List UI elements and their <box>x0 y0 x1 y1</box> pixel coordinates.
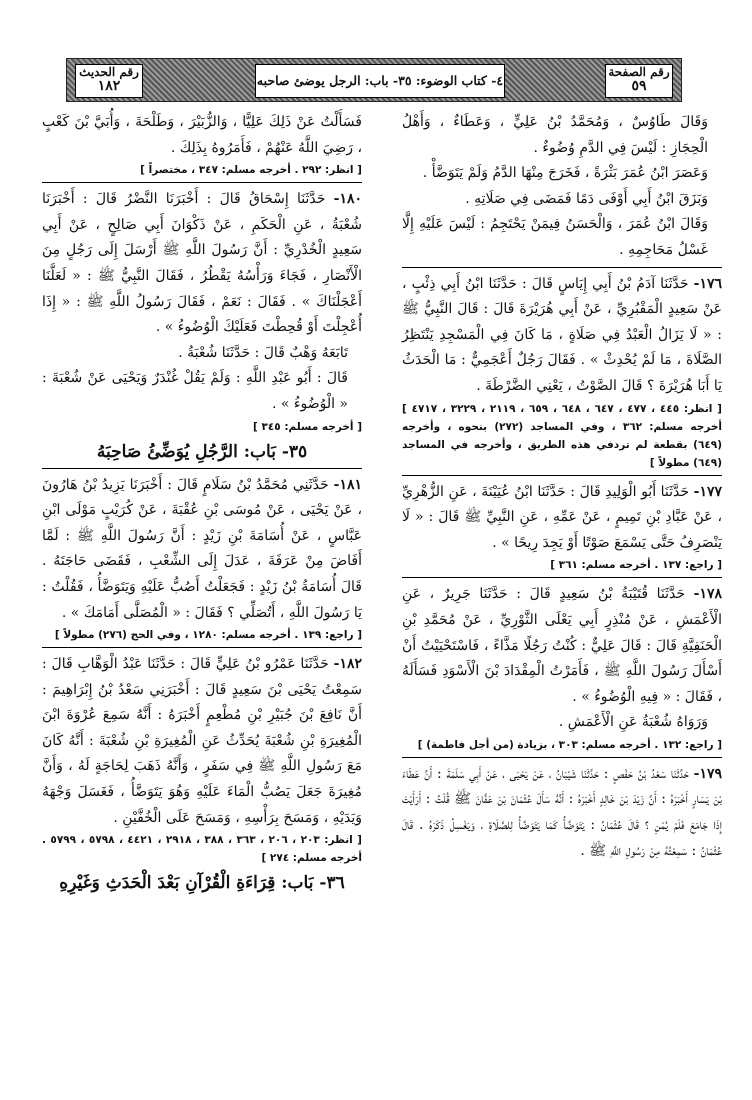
hadith-number-178: ١٧٨- <box>693 586 722 603</box>
hadith-181 <box>42 473 362 627</box>
text-paragraph: فَسَأَلْتُ عَنْ ذَلِكَ عَلِيًّا ، وَالزُّبَيْرَ ، وَطَلْحَةَ ، وَأُبَيَّ بْنَ كَعْبٍ ، رَضِيَ اللَّهُ عَنْهُمْ ، فَأَمَرُوهُ بِذَلِكَ . <box>42 114 362 156</box>
hadith-number-180: ١٨٠- <box>333 191 362 208</box>
text-paragraph: وَعَصَرَ ابْنُ عُمَرَ بَثْرَةً ، فَخَرَجَ مِنْهَا الدَّمُ وَلَمْ يَتَوَضَّأْ . <box>422 165 708 182</box>
hadith-text: حَدَّثَنَا عَمْرُو بْنُ عَلِيٍّ قَالَ : حَدَّثَنَا عَبْدُ الْوَهَّابِ قَالَ : سَمِعْتُ يَحْيَى بْنَ سَعِيدٍ قَالَ : أَخْبَرَنِي سَعْدُ بْنُ إِبْرَاهِيمَ : أَنَّ نَافِعَ بْنَ جُبَيْرِ بْنِ مُطْعِمٍ أَخْبَرَهُ : أَنَّهُ سَمِعَ عُرْوَةَ ابْنَ الْمُغِيرَةِ بْنِ شُعْبَةَ يُحَدِّثُ عَنِ الْمُغِيرَةِ بْنِ شُعْبَةَ : أَنَّهُ كَانَ مَعَ رَسُولِ اللَّهِ ﷺ فِي سَفَرٍ ، وَأَنَّهُ ذَهَبَ لِحَاجَةٍ لَهُ ، وَأَنَّ مُغِيرَةَ جَعَلَ يَصُبُّ الْمَاءَ عَلَيْهِ وَهُوَ يَتَوَضَّأُ ، فَغَسَلَ وَجْهَهُ وَيَدَيْهِ ، وَمَسَحَ بِرَأْسِهِ ، وَمَسَحَ عَلَى الْخُفَّيْنِ . <box>42 656 362 826</box>
reference: [ راجع: ١٣٢ . أخرجه مسلم: ٣٠٣ ، بزيادة (من أجل فاطمة) ] <box>417 738 722 751</box>
hadith-number-box <box>75 64 143 98</box>
divider <box>402 267 722 268</box>
left-column <box>42 110 362 1090</box>
hadith-176 <box>402 272 722 400</box>
page-number-box <box>605 64 673 98</box>
page-header <box>66 58 682 102</box>
chapter-heading-36: ٣٦- بَاب: قِرَاءَةِ الْقُرْآنِ بَعْدَ الْحَدَثِ وَغَيْرِهِ <box>59 873 345 894</box>
hadith-number: ١٨٢ <box>97 78 121 94</box>
hadith-180 <box>42 187 362 341</box>
right-column <box>402 110 722 1090</box>
hadith-number-181: ١٨١- <box>333 476 362 493</box>
reference: [ انظر: ٤٤٥ ، ٤٧٧ ، ٦٤٧ ، ٦٤٨ ، ٦٥٩ ، ٢١١٩ ، ٣٢٢٩ ، ٤٧١٧ ] أخرجه مسلم: ٣٦٢ ، وفي المساجد (٢٧٢) بنحوه ، وأخرجه (٦٤٩) بقطعة لم تردفي هذه الطريق ، وأخرجه في المساجد (٦٤٩) مطولاً ] <box>402 402 722 469</box>
hadith-179 <box>402 762 722 864</box>
hadith-text: حَدَّثَنَا أَبُو الْوَلِيدِ قَالَ : حَدَّثَنَا ابْنُ عُيَيْنَةَ ، عَنِ الزُّهْرِيِّ ، عَنْ عَبَّادِ بْنِ تَمِيمٍ ، عَنْ عَمِّهِ ، عَنِ النَّبِيِّ ﷺ قَالَ : « لَا يَنْصَرِفُ حَتَّى يَسْمَعَ صَوْتًا أَوْ يَجِدَ رِيحًا » . <box>402 483 722 551</box>
reference: [ راجع: ١٣٧ . أخرجه مسلم: ٣٦١ ] <box>550 559 722 572</box>
reference: [ أخرجه مسلم: ٣٤٥ ] <box>252 420 362 433</box>
divider <box>402 757 722 758</box>
hadith-text: حَدَّثَنَا سَعْدُ بْنُ حَفْصٍ : حَدَّثَنَا شَيْبَانُ ، عَنْ يَحْيَى ، عَنْ أَبِي سَلَمَةَ : أَنَّ عَطَاءَ بْنَ يَسَارٍ أَخْبَرَهُ : أَنَّ زَيْدَ بْنَ خَالِدٍ أَخْبَرَهُ : أَنَّهُ سَأَلَ عُثْمَانَ بْنَ عَفَّانَ ﷺ قُلْتُ : أَرَأَيْتَ إِذَا جَامَعَ فَلَمْ يُمْنِ ؟ قَالَ عُثْمَانُ : يَتَوَضَّأُ كَمَا يَتَوَضَّأُ لِلصَّلَاةِ ، وَيَغْسِلُ ذَكَرَهُ . قَالَ عُثْمَانُ : سَمِعْتُهُ مِنْ رَسُولِ اللَّهِ ﷺ . <box>402 765 722 859</box>
hadith-number-176: ١٧٦- <box>693 275 722 292</box>
divider <box>402 577 722 578</box>
hadith-text: حَدَّثَنَا إِسْحَاقُ قَالَ : أَخْبَرَنَا النَّضْرُ قَالَ : أَخْبَرَنَا شُعْبَةُ ، عَنِ الْحَكَمِ ، عَنْ ذَكْوَانَ أَبِي صَالِحٍ ، عَنْ أَبِي سَعِيدٍ الْخُدْرِيِّ : أَنَّ رَسُولَ اللَّهِ ﷺ أَرْسَلَ إِلَى رَجُلٍ مِنَ الْأَنْصَارِ ، فَجَاءَ وَرَأْسُهُ يَقْطُرُ ، فَقَالَ النَّبِيُّ ﷺ : « لَعَلَّنَا أَعْجَلْنَاكَ » . فَقَالَ : نَعَمْ ، فَقَالَ رَسُولُ اللَّهِ ﷺ : « إِذَا أُعْجِلْتَ أَوْ قُحِطْتَ فَعَلَيْكَ الْوُضُوءُ » . <box>42 191 362 336</box>
reference: [ انظر: ٢٩٢ . أخرجه مسلم: ٣٤٧ ، مختصراً ] <box>140 164 362 177</box>
text-paragraph: وَقَالَ طَاوُسٌ ، وَمُحَمَّدُ بْنُ عَلِيٍّ ، وَعَطَاءٌ ، وَأَهْلُ الْحِجَازِ : لَيْسَ فِي الدَّمِ وُضُوءٌ . <box>402 114 708 156</box>
header-title: ٤- كتاب الوضوء: ٣٥- باب: الرجل يوضئ صاحبه <box>255 64 505 98</box>
hadith-note: وَرَوَاهُ شُعْبَةُ عَنِ الْأَعْمَشِ . <box>558 714 708 731</box>
text-paragraph: وَقَالَ ابْنُ عُمَرَ ، وَالْحَسَنُ فِيمَنْ يَحْتَجِمُ : لَيْسَ عَلَيْهِ إِلَّا غَسْلُ مَحَاجِمِهِ . <box>402 216 708 258</box>
hadith-text: حَدَّثَنَا آدَمُ بْنُ أَبِي إِيَاسٍ قَالَ : حَدَّثَنَا ابْنُ أَبِي ذِئْبٍ ، عَنْ سَعِيدٍ الْمَقْبُرِيِّ ، عَنْ أَبِي هُرَيْرَةَ قَالَ : قَالَ النَّبِيُّ ﷺ : « لَا يَزَالُ الْعَبْدُ فِي صَلَاةٍ ، مَا كَانَ فِي الْمَسْجِدِ يَنْتَظِرُ الصَّلَاةَ ، مَا لَمْ يُحْدِثْ » . فَقَالَ رَجُلٌ أَعْجَمِيٌّ : مَا الْحَدَثُ يَا أَبَا هُرَيْرَةَ ؟ قَالَ الصَّوْتُ ، يَعْنِي الضَّرْطَةَ . <box>402 275 722 394</box>
hadith-note: تَابَعَهُ وَهْبٌ قَالَ : حَدَّثَنَا شُعْبَةُ . <box>178 344 348 361</box>
hadith-text: حَدَّثَنِي مُحَمَّدُ بْنُ سَلَامٍ قَالَ : أَخْبَرَنَا يَزِيدُ بْنُ هَارُونَ ، عَنْ يَحْيَى ، عَنْ مُوسَى بْنِ عُقْبَةَ ، عَنْ كُرَيْبٍ مَوْلَى ابْنِ عَبَّاسٍ ، عَنْ أُسَامَةَ بْنِ زَيْدٍ : أَنَّ رَسُولَ اللَّهِ ﷺ : لَمَّا أَفَاضَ مِنْ عَرَفَةَ ، عَدَلَ إِلَى الشِّعْبِ ، فَقَضَى حَاجَتَهُ . قَالَ أُسَامَةُ بْنُ زَيْدٍ : فَجَعَلْتُ أَصُبُّ عَلَيْهِ وَيَتَوَضَّأُ ، فَقُلْتُ : يَا رَسُولَ اللَّهِ ، أَتُصَلِّي ؟ فَقَالَ : « الْمُصَلَّى أَمَامَكَ » . <box>42 476 362 621</box>
hadith-text: حَدَّثَنَا قُتَيْبَةُ بْنُ سَعِيدٍ قَالَ : حَدَّثَنَا جَرِيرٌ ، عَنِ الْأَعْمَشِ ، عَنْ مُنْذِرٍ أَبِي يَعْلَى الثَّوْرِيِّ ، عَنْ مُحَمَّدِ بْنِ الْحَنَفِيَّةِ قَالَ : قَالَ عَلِيٌّ : كُنْتُ رَجُلًا مَذَّاءً ، فَاسْتَحْيَيْتُ أَنْ أَسْأَلَ رَسُولَ اللَّهِ ﷺ ، فَأَمَرْتُ الْمِقْدَادَ بْنَ الْأَسْوَدِ فَسَأَلَهُ ، فَقَالَ : « فِيهِ الْوُضُوءُ » . <box>402 586 722 705</box>
hadith-number-179: ١٧٩- <box>693 765 722 782</box>
hadith-number-182: ١٨٢- <box>333 656 362 673</box>
reference: [ راجع: ١٣٩ . أخرجه مسلم: ١٢٨٠ ، وفي الحج (٢٧٦) مطولاً ] <box>54 629 362 642</box>
divider <box>42 647 362 648</box>
hadith-182 <box>42 652 362 831</box>
page-number: ٥٩ <box>631 78 647 94</box>
divider <box>42 468 362 469</box>
divider <box>402 475 722 476</box>
hadith-note: قَالَ : أَبُو عَبْدِ اللَّهِ : وَلَمْ يَقُلْ غُنْدَرٌ وَيَحْيَى عَنْ شُعْبَةَ : « الْوُضُوءُ » . <box>42 370 348 412</box>
chapter-heading-35: ٣٥- بَاب: الرَّجُلِ يُوَضِّئُ صَاحِبَهُ <box>96 441 308 462</box>
reference: [ انظر: ٢٠٣ ، ٢٠٦ ، ٣٦٣ ، ٣٨٨ ، ٢٩١٨ ، ٤٤٢١ ، ٥٧٩٨ ، ٥٧٩٩ . أخرجه مسلم: ٢٧٤ ] <box>42 834 362 865</box>
divider <box>42 182 362 183</box>
hadith-number-label: رقم الحديث <box>79 65 139 79</box>
hadith-178 <box>402 582 722 710</box>
hadith-number-177: ١٧٧- <box>693 483 722 500</box>
text-paragraph: وَبَزَقَ ابْنُ أَبِي أَوْفَى دَمًا فَمَضَى فِي صَلَاتِهِ . <box>465 190 708 207</box>
hadith-177 <box>402 480 722 557</box>
page-number-label: رقم الصفحة <box>608 65 670 79</box>
